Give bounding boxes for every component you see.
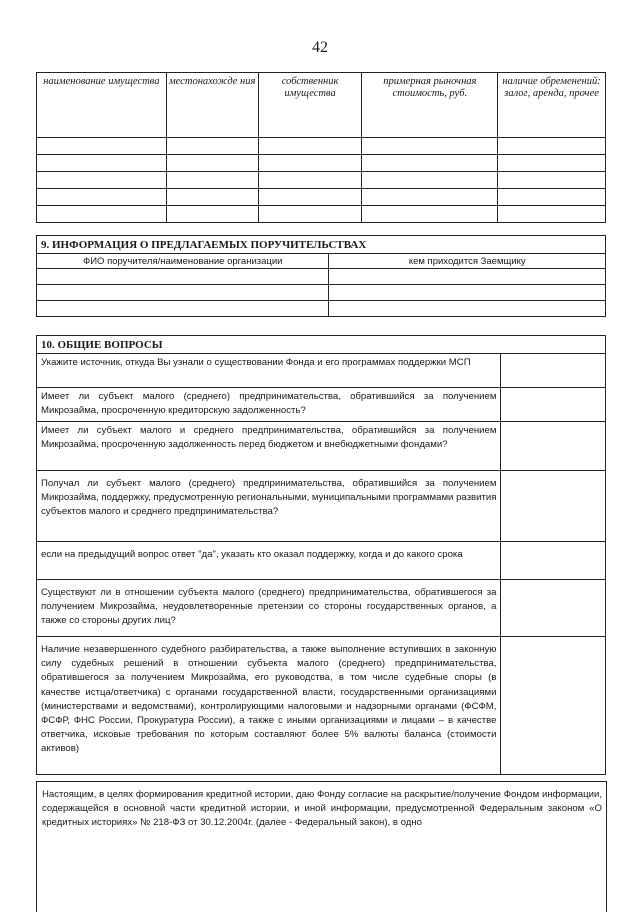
table-cell[interactable] bbox=[37, 138, 167, 155]
section10-title: 10. ОБЩИЕ ВОПРОСЫ bbox=[37, 336, 606, 354]
table-cell[interactable] bbox=[329, 269, 606, 285]
table-cell[interactable] bbox=[258, 206, 362, 223]
table-cell[interactable] bbox=[166, 172, 258, 189]
table-row bbox=[37, 172, 606, 189]
question-text: Наличие незавершенного судебного разбирательства, а также выполнение вступивших в законную силу судебных решений в отношении субъекта малого (среднего) предпринимательства, обратившегося за получением Микрозайма, его руководства, в том числе судебные споры (в качестве истца/ответчика) с органами государственной власти, государственными организациями (министерствами и ведомствами), контролирующими налоговыми и надзорными органами (ФСФМ, ФСФР, ФНС России, Прокуратура России), а также с иными организациями и лицами – в качестве ответчика, исковые требования по которым составляют более 5% валюты баланса (стоимости активов) bbox=[37, 637, 501, 775]
question-text: Получал ли субъект малого (среднего) предпринимательства, обратившийся за получением Микрозайма, поддержку, предусмотренную региональными, муниципальными программами развития субъектов малого и среднего предпринимательства? bbox=[37, 471, 501, 542]
table-cell[interactable] bbox=[37, 301, 329, 317]
property-header-row bbox=[37, 73, 606, 138]
question-row bbox=[37, 422, 606, 471]
table-cell[interactable] bbox=[37, 172, 167, 189]
question-row bbox=[37, 471, 606, 542]
table-cell[interactable] bbox=[362, 206, 498, 223]
table-cell[interactable] bbox=[498, 155, 606, 172]
table-cell[interactable] bbox=[329, 285, 606, 301]
question-row bbox=[37, 388, 606, 422]
table-row bbox=[37, 269, 606, 285]
property-table bbox=[36, 72, 606, 223]
table-cell[interactable] bbox=[362, 138, 498, 155]
page-number: 42 bbox=[312, 39, 328, 56]
consent-text: Настоящим, в целях формирования кредитной истории, даю Фонду согласие на раскрытие/получение Фондом информации, содержащейся в основной части кредитной истории, и иной информации, предусмотренной Федеральным законом «О кредитных историях» № 218-ФЗ от 30.12.2004г. (далее - Федеральный закон), в одно bbox=[36, 781, 607, 912]
table-cell[interactable] bbox=[37, 206, 167, 223]
table-cell[interactable] bbox=[258, 155, 362, 172]
question-text: Укажите источник, откуда Вы узнали о существовании Фонда и его программах поддержки МСП bbox=[37, 354, 501, 388]
header-property-name: наименование имущества bbox=[37, 73, 167, 138]
question-row bbox=[37, 354, 606, 388]
header-location: местонахожде ния bbox=[166, 73, 258, 138]
table-cell[interactable] bbox=[37, 155, 167, 172]
table-cell[interactable] bbox=[362, 155, 498, 172]
guarantee-table bbox=[36, 235, 606, 317]
questions-table bbox=[36, 335, 606, 775]
table-cell[interactable] bbox=[498, 138, 606, 155]
question-row bbox=[37, 580, 606, 637]
table-cell[interactable] bbox=[166, 189, 258, 206]
answer-cell[interactable] bbox=[501, 422, 606, 471]
question-text: Имеет ли субъект малого (среднего) предпринимательства, обратившийся за получением Микрозайма, просроченную кредиторскую задолженность? bbox=[37, 388, 501, 422]
table-cell[interactable] bbox=[498, 206, 606, 223]
table-cell[interactable] bbox=[498, 189, 606, 206]
relation-header: кем приходится Заемщику bbox=[329, 254, 606, 269]
table-cell[interactable] bbox=[37, 285, 329, 301]
table-cell[interactable] bbox=[37, 189, 167, 206]
table-row bbox=[37, 155, 606, 172]
section9-title: 9. ИНФОРМАЦИЯ О ПРЕДЛАГАЕМЫХ ПОРУЧИТЕЛЬСТВАХ bbox=[37, 236, 606, 254]
table-cell[interactable] bbox=[258, 138, 362, 155]
table-cell[interactable] bbox=[166, 206, 258, 223]
guarantor-name-header: ФИО поручителя/наименование организации bbox=[37, 254, 329, 269]
table-cell[interactable] bbox=[362, 189, 498, 206]
answer-cell[interactable] bbox=[501, 354, 606, 388]
header-owner: собственник имущества bbox=[258, 73, 362, 138]
table-row bbox=[37, 138, 606, 155]
table-row bbox=[37, 285, 606, 301]
table-cell[interactable] bbox=[329, 301, 606, 317]
header-encumbrances: наличие обременений: залог, аренда, прочее bbox=[498, 73, 606, 138]
table-row bbox=[37, 206, 606, 223]
table-cell[interactable] bbox=[258, 172, 362, 189]
question-text: если на предыдущий вопрос ответ "да", указать кто оказал поддержку, когда и до какого срока bbox=[37, 542, 501, 580]
table-cell[interactable] bbox=[498, 172, 606, 189]
answer-cell[interactable] bbox=[501, 580, 606, 637]
question-text: Существуют ли в отношении субъекта малого (среднего) предпринимательства, обратившегося за получением Микрозайма, неудовлетворенные претензии со стороны государственных органов, а также со стороны других лиц? bbox=[37, 580, 501, 637]
question-text: Имеет ли субъект малого и среднего предпринимательства, обратившийся за получением Микрозайма, просроченную задолженность перед бюджетом и внебюджетными фондами? bbox=[37, 422, 501, 471]
answer-cell[interactable] bbox=[501, 388, 606, 422]
table-row bbox=[37, 189, 606, 206]
answer-cell[interactable] bbox=[501, 471, 606, 542]
answer-cell[interactable] bbox=[501, 637, 606, 775]
answer-cell[interactable] bbox=[501, 542, 606, 580]
table-cell[interactable] bbox=[166, 138, 258, 155]
header-market-value: примерная рыночная стоимость, руб. bbox=[362, 73, 498, 138]
question-row bbox=[37, 637, 606, 775]
table-row bbox=[37, 301, 606, 317]
table-cell[interactable] bbox=[258, 189, 362, 206]
table-cell[interactable] bbox=[362, 172, 498, 189]
table-cell[interactable] bbox=[37, 269, 329, 285]
table-cell[interactable] bbox=[166, 155, 258, 172]
question-row bbox=[37, 542, 606, 580]
